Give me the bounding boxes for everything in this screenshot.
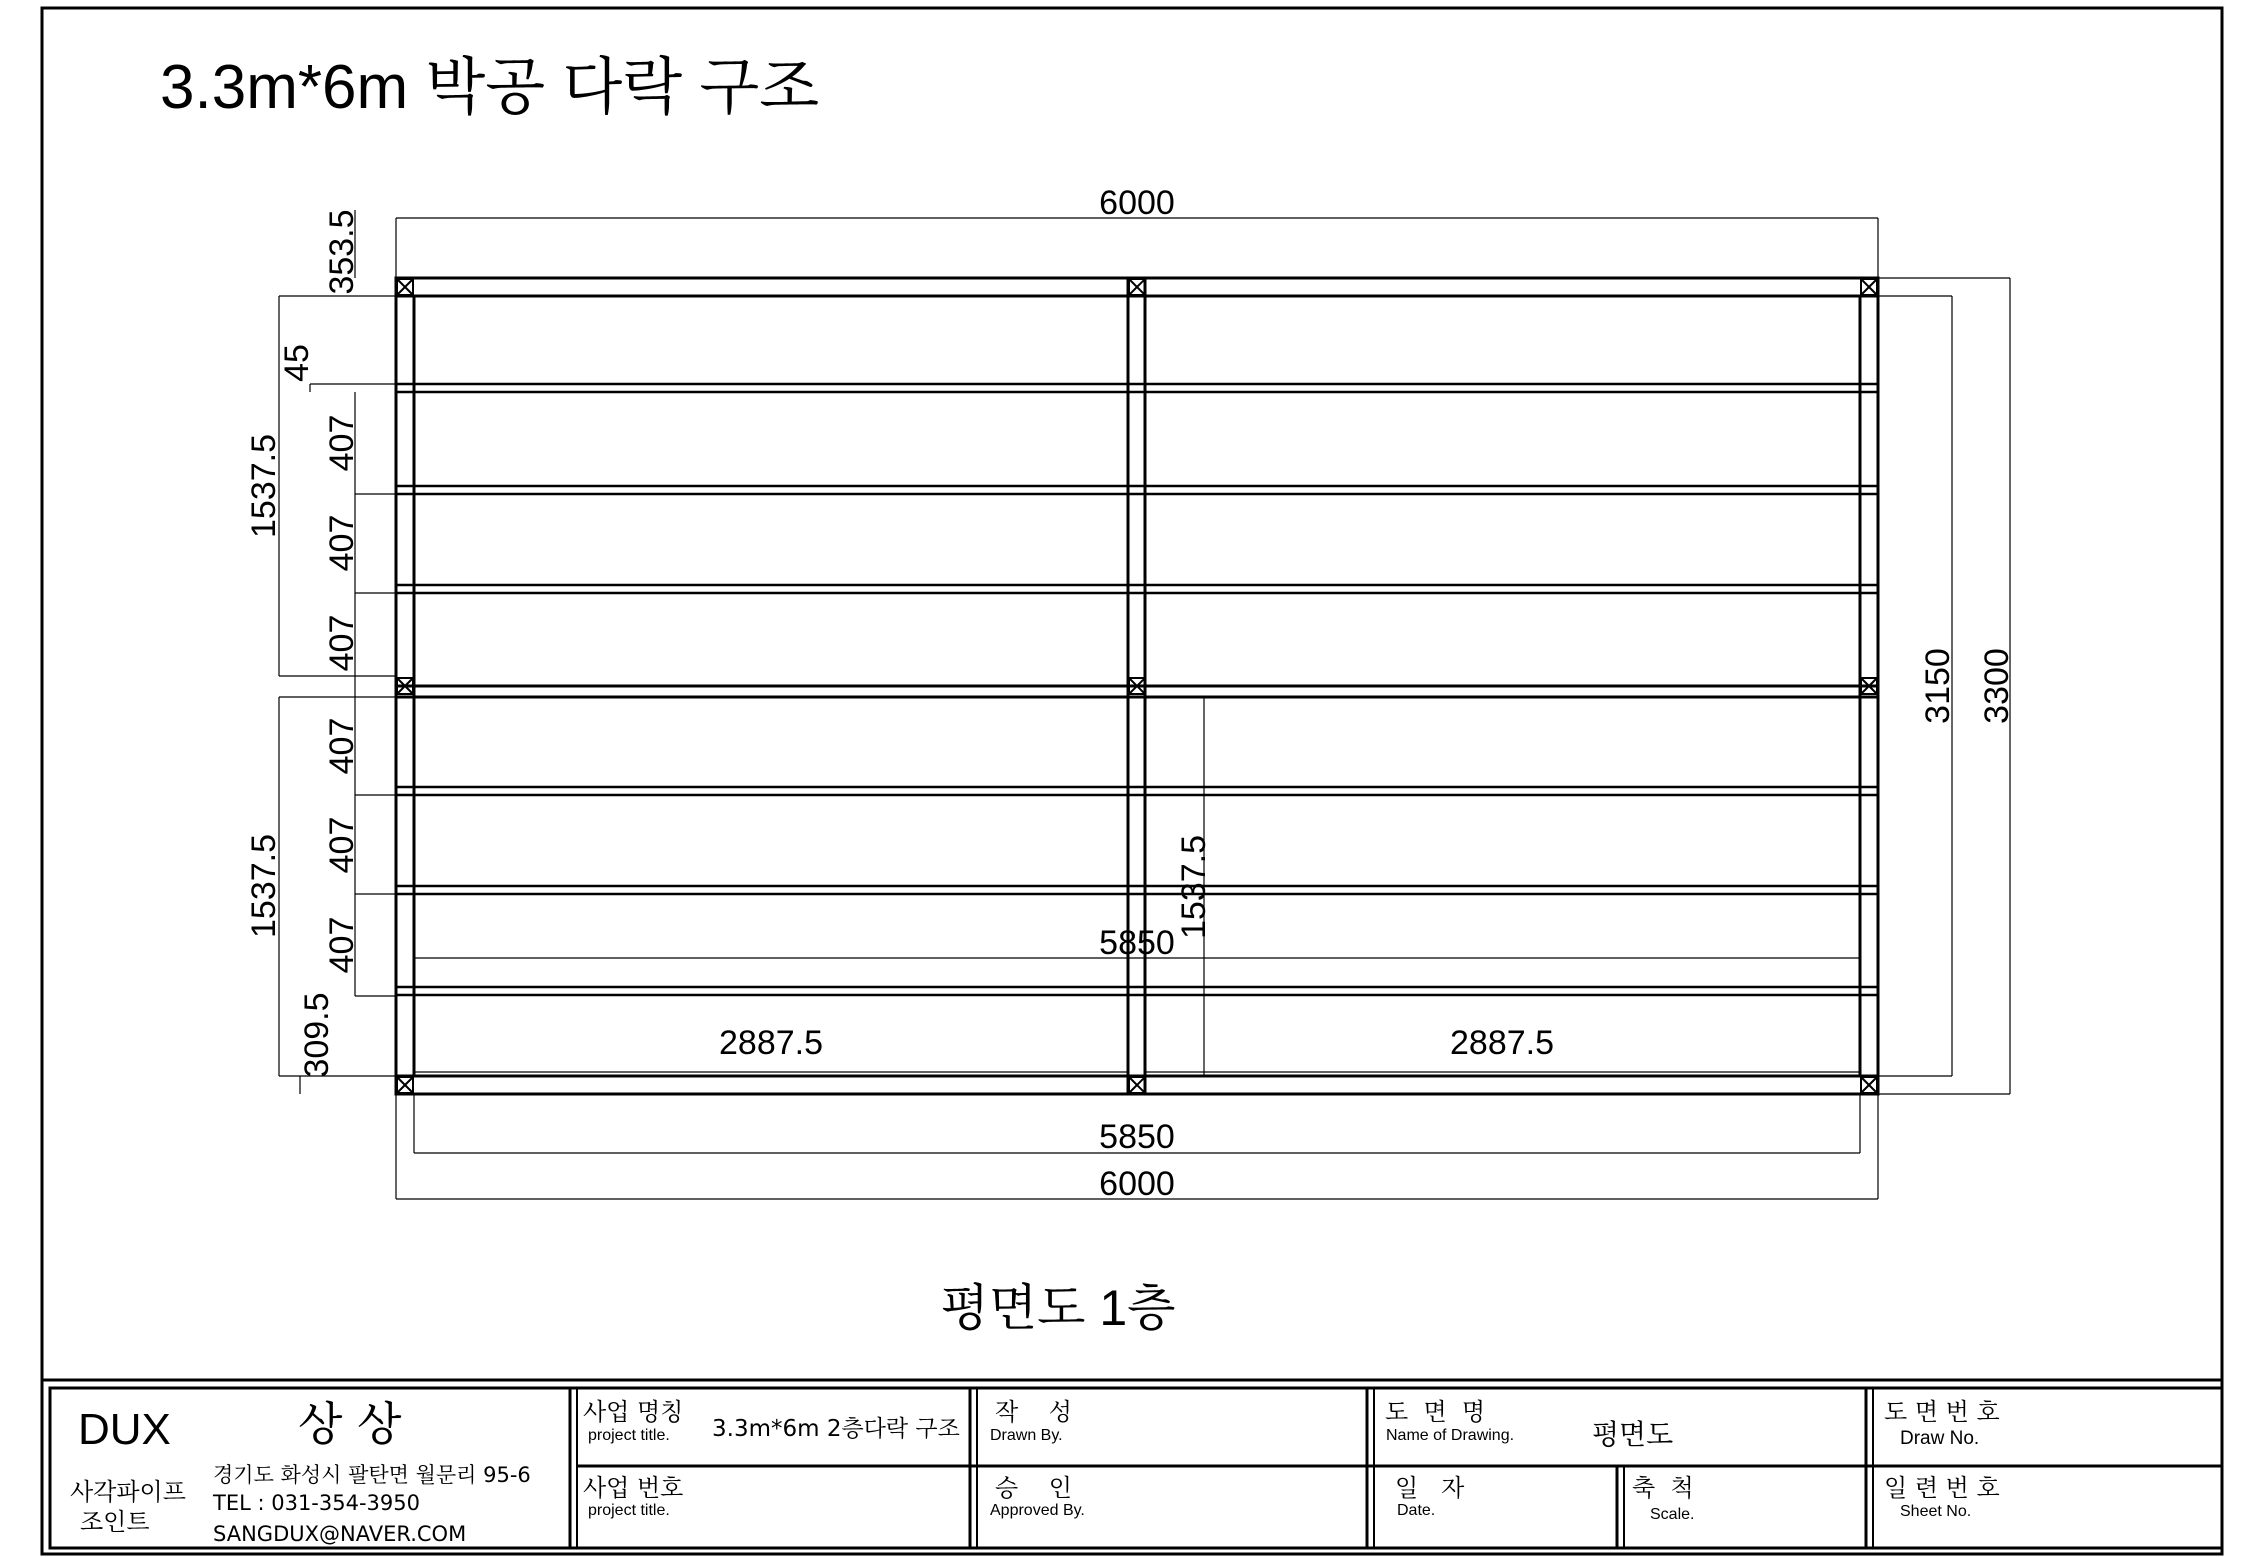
dim-right-inner: 3150 xyxy=(1919,648,1957,724)
company-email: SANGDUX@NAVER.COM xyxy=(213,1522,467,1546)
dim-span-right: 2887.5 xyxy=(1450,1024,1554,1062)
post-marker xyxy=(1861,279,1877,295)
approved-by-sub: Approved By. xyxy=(990,1502,1085,1519)
dim-left-offset-45: 45 xyxy=(278,344,316,382)
company-type-line2: 조인트 xyxy=(80,1508,150,1536)
date-sub: Date. xyxy=(1397,1502,1436,1519)
post-marker xyxy=(1129,1077,1145,1093)
dim-joist-spacing: 407 xyxy=(323,514,361,572)
dim-left-lower-half: 1537.5 xyxy=(245,834,283,938)
post-marker xyxy=(1129,279,1145,295)
drawing-name-label: 도 면 명 xyxy=(1385,1398,1486,1426)
drawing-no-sub: Draw No. xyxy=(1900,1428,1980,1449)
scale-label: 축 척 xyxy=(1632,1474,1694,1502)
drawn-by-sub: Drawn By. xyxy=(990,1427,1063,1444)
company-name: 상 상 xyxy=(298,1397,402,1451)
dim-joist-spacing: 407 xyxy=(323,916,361,974)
drawn-by-label: 작 성 xyxy=(995,1398,1072,1426)
drawing-caption: 평면도 1층 xyxy=(940,1280,1176,1336)
dim-joist-spacing: 407 xyxy=(323,414,361,472)
dim-left-top-offset: 353.5 xyxy=(323,209,361,295)
dim-left-bottom-offset: 309.5 xyxy=(298,992,336,1078)
drawing-name-sub: Name of Drawing. xyxy=(1386,1427,1515,1444)
post-marker xyxy=(397,1077,413,1093)
dim-right-overall: 3300 xyxy=(1978,648,2016,724)
approved-by-label: 승 인 xyxy=(995,1474,1072,1502)
post-marker xyxy=(1861,1077,1877,1093)
project-name-label: 사업 명칭 xyxy=(583,1398,684,1426)
company-type-line1: 사각파이프 xyxy=(70,1478,186,1506)
dim-bottom-inner: 5850 xyxy=(1099,1118,1175,1156)
date-label: 일 자 xyxy=(1395,1474,1465,1502)
scale-sub: Scale. xyxy=(1650,1506,1695,1523)
sheet-no-sub: Sheet No. xyxy=(1900,1503,1972,1520)
post-marker xyxy=(397,279,413,295)
project-no-label: 사업 번호 xyxy=(583,1474,684,1502)
dim-joist-spacing: 407 xyxy=(323,816,361,874)
dim-left-upper-half: 1537.5 xyxy=(245,434,283,538)
company-tel: TEL : 031-354-3950 xyxy=(213,1491,420,1515)
sheet-no-label: 일 련 번 호 xyxy=(1884,1474,2000,1502)
project-name-value: 3.3m*6m 2층다락 구조 xyxy=(712,1416,960,1442)
dim-joist-spacing: 407 xyxy=(323,614,361,672)
dim-center-inner: 5850 xyxy=(1099,924,1175,962)
company-brand: DUX xyxy=(78,1405,171,1454)
joists xyxy=(396,384,1878,995)
company-info xyxy=(70,1397,531,1546)
drawing-no-label: 도 면 번 호 xyxy=(1884,1398,2000,1426)
project-no-sub: project title. xyxy=(588,1502,670,1519)
drawing-name-value: 평면도 xyxy=(1592,1418,1674,1451)
dim-top-overall: 6000 xyxy=(1099,184,1175,222)
dim-joist-spacing: 407 xyxy=(323,717,361,775)
dim-span-left: 2887.5 xyxy=(719,1024,823,1062)
dim-center-vertical: 1537.5 xyxy=(1175,835,1213,939)
dim-bottom-overall: 6000 xyxy=(1099,1165,1175,1203)
company-address: 경기도 화성시 팔탄면 월문리 95-6 xyxy=(213,1463,531,1487)
project-name-sub: project title. xyxy=(588,1427,670,1444)
drawing-title: 3.3m*6m 박공 다락 구조 xyxy=(160,53,820,122)
